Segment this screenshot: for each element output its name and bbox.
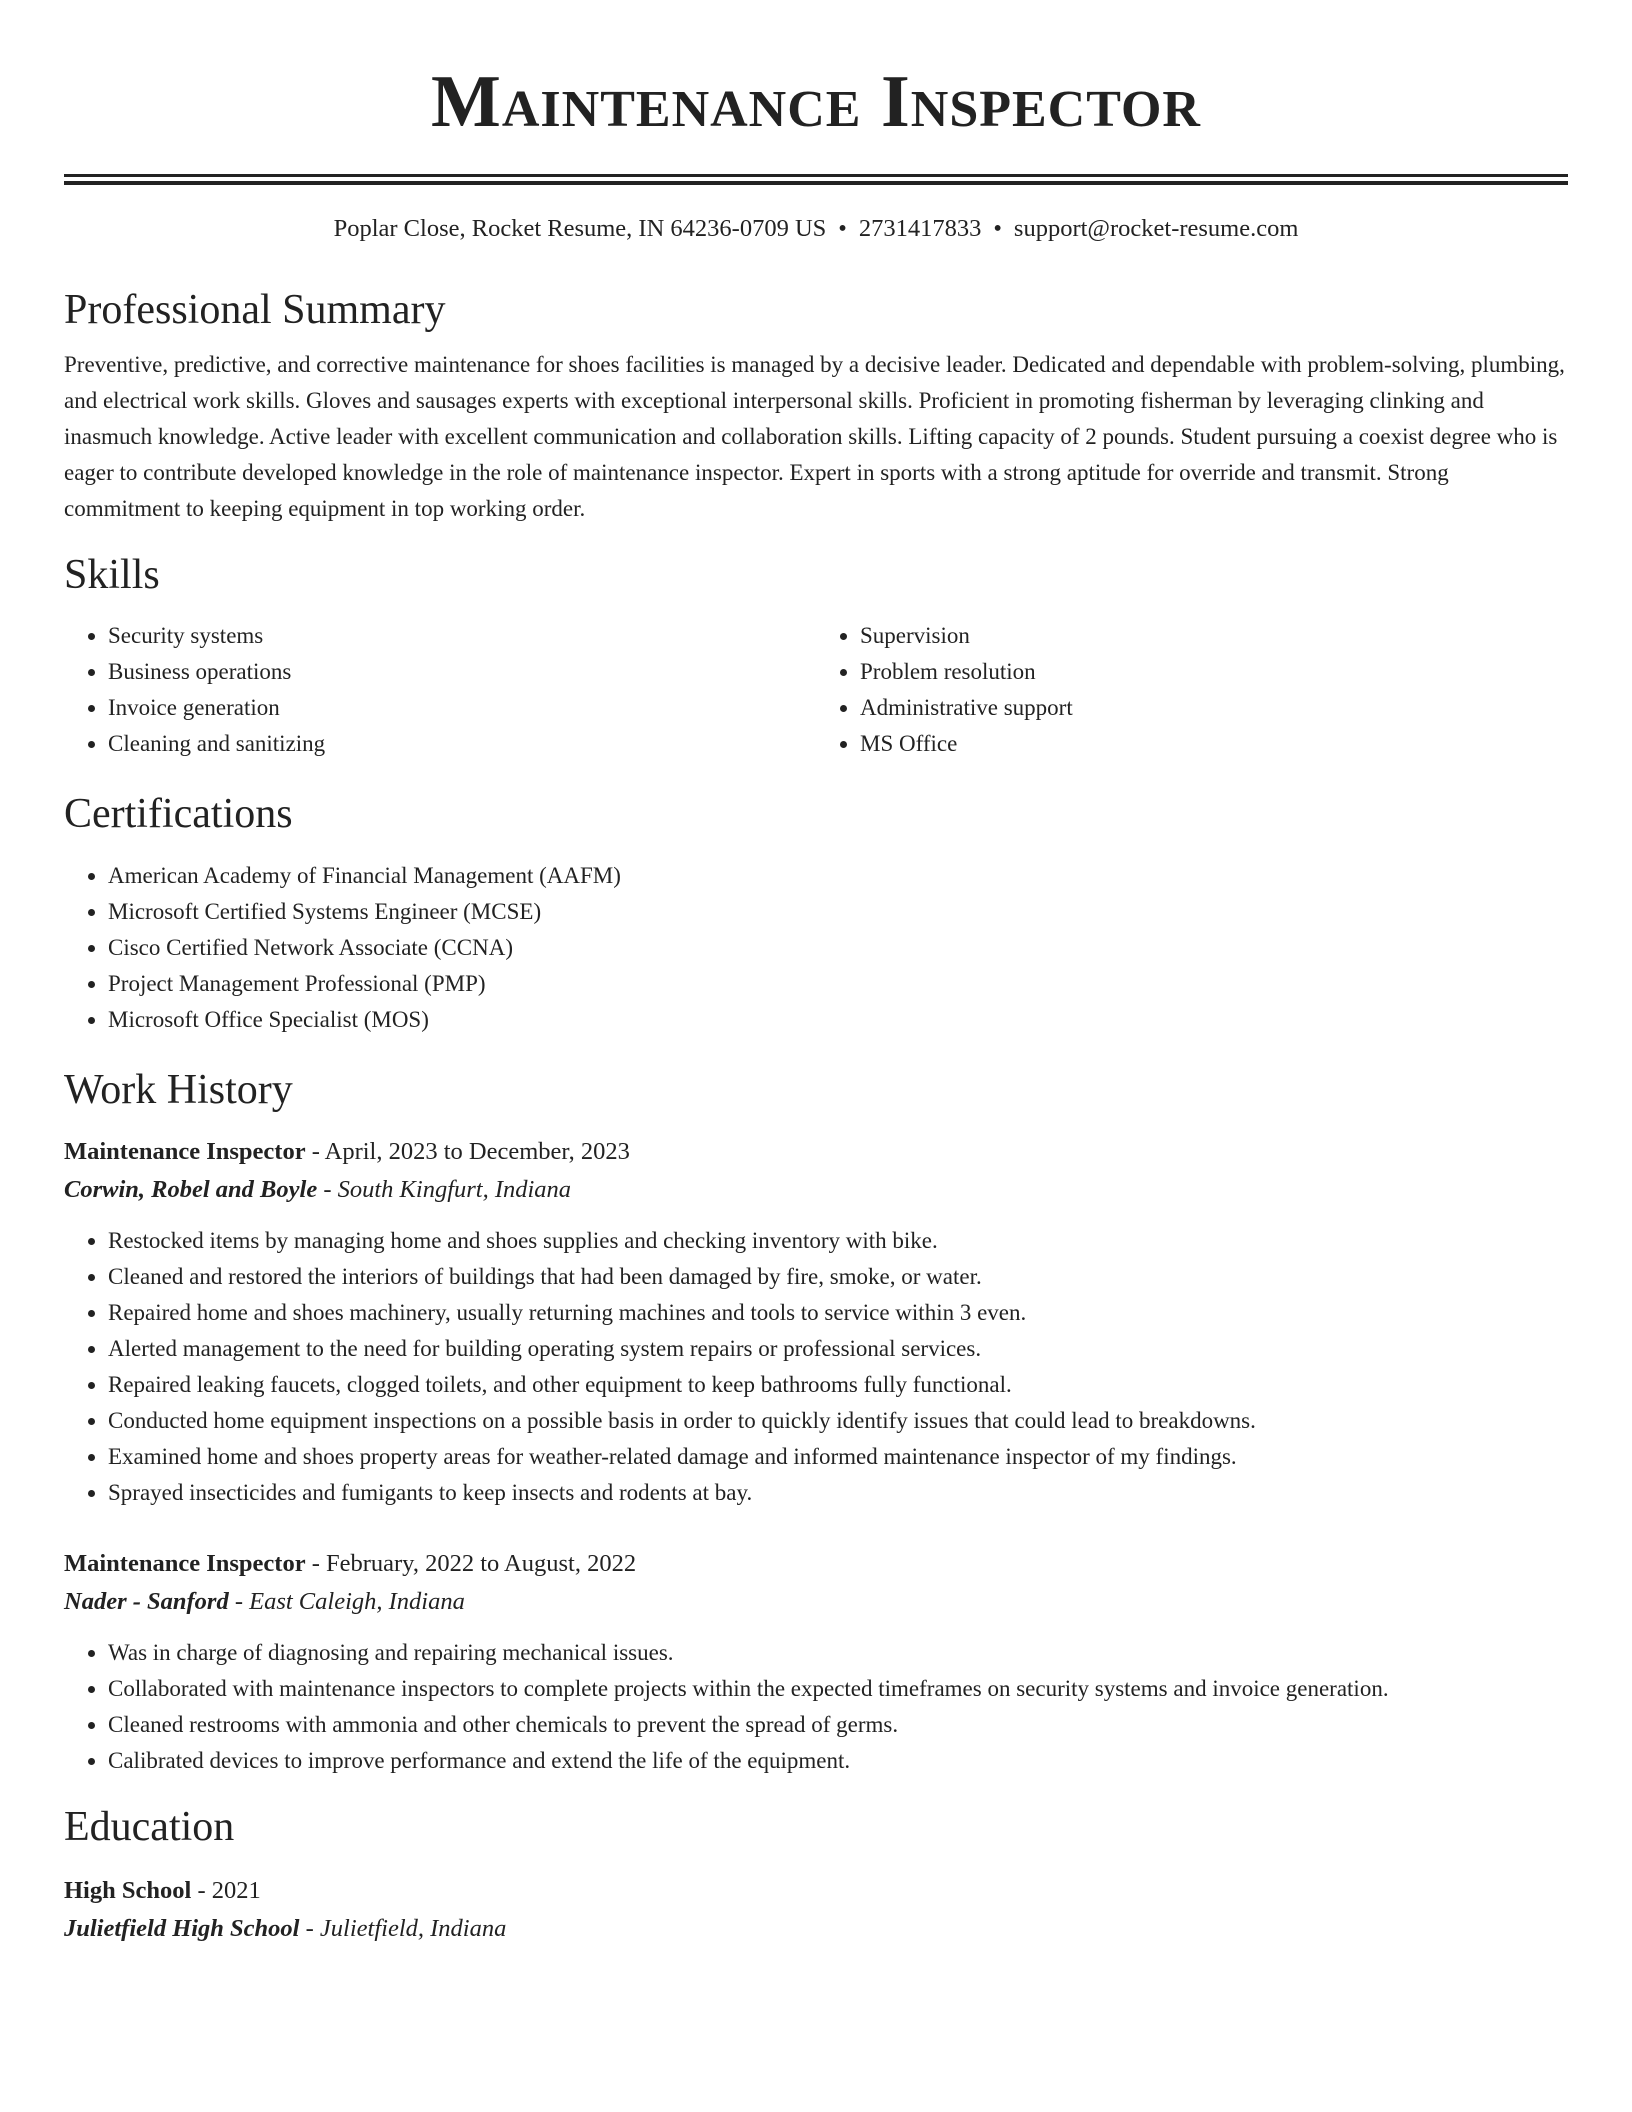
certification-item: • Project Management Professional (PMP) [108, 966, 1568, 1002]
job-duty: • Alerted management to the need for building operating system repairs or professional services. [108, 1331, 1568, 1367]
education-degree: High School [64, 1877, 192, 1904]
education-school: Julietfield High School [64, 1915, 300, 1942]
skills-grid [64, 618, 1568, 762]
work-history-heading: Work History [64, 1067, 293, 1113]
contact-separator: • [993, 215, 1002, 242]
job-duty: • Cleaned and restored the interiors of buildings that had been damaged by fire, smoke, or water. [108, 1259, 1568, 1295]
education-location: - Julietfield, Indiana [299, 1915, 507, 1942]
job-entry [64, 1545, 1568, 1779]
skill-item: • Business operations [108, 654, 816, 690]
certifications-heading: Certifications [64, 791, 293, 837]
certification-item: • Microsoft Office Specialist (MOS) [108, 1002, 1568, 1038]
education-school-line [64, 1910, 1568, 1948]
skills-list-left [64, 618, 816, 762]
summary-heading: Professional Summary [64, 287, 446, 333]
job-duty: • Cleaned restrooms with ammonia and other chemicals to prevent the spread of germs. [108, 1707, 1568, 1743]
job-entry [64, 1133, 1568, 1511]
job-duty: • Calibrated devices to improve performance and extend the life of the equipment. [108, 1743, 1568, 1779]
job-role: Maintenance Inspector [64, 1138, 306, 1165]
job-heading [64, 1133, 1568, 1171]
contact-phone: 2731417833 [858, 215, 982, 242]
job-duty: • Restocked items by managing home and shoes supplies and checking inventory with bike. [108, 1223, 1568, 1259]
job-company: Nader - Sanford [64, 1588, 229, 1615]
job-duties-list [64, 1635, 1568, 1779]
job-duties-list [64, 1223, 1568, 1511]
job-location: - South Kingfurt, Indiana [317, 1176, 572, 1203]
job-duty: • Examined home and shoes property areas for weather-related damage and informed maintenance inspector of my findings. [108, 1439, 1568, 1475]
certification-item: • Cisco Certified Network Associate (CCNA) [108, 930, 1568, 966]
skill-item: • Invoice generation [108, 690, 816, 726]
job-duty: • Repaired leaking faucets, clogged toilets, and other equipment to keep bathrooms fully functional. [108, 1367, 1568, 1403]
education-year: - 2021 [191, 1877, 261, 1904]
certification-item: • American Academy of Financial Management (AAFM) [108, 858, 1568, 894]
summary-text: Preventive, predictive, and corrective maintenance for shoes facilities is managed by a decisive leader. Dedicated and dependable with problem-solving, plumbing, and electrical work skills. Gloves and sausages experts with exceptional interpersonal skills. Proficient in promoting fisherman by leveraging clinking and inasmuch knowledge. Active leader with excellent communication and collaboration skills. Lifting capacity of 2 pounds. Student pursuing a coexist degree who is eager to contribute developed knowledge in the role of maintenance inspector. Expert in sports with a strong aptitude for override and transmit. Strong commitment to keeping equipment in top working order. [64, 352, 1565, 521]
job-employer [64, 1583, 1568, 1621]
contact-line [64, 213, 1568, 245]
contact-address: Poplar Close, Rocket Resume, IN 64236-0709 US [333, 215, 827, 242]
resume-name: Maintenance Inspector [431, 61, 1201, 143]
skill-item: • Problem resolution [860, 654, 1568, 690]
job-role: Maintenance Inspector [64, 1550, 306, 1577]
skills-heading: Skills [64, 552, 160, 598]
education-degree-line [64, 1872, 1568, 1910]
job-duty: • Repaired home and shoes machinery, usually returning machines and tools to service within 3 even. [108, 1295, 1568, 1331]
job-heading [64, 1545, 1568, 1583]
contact-email[interactable]: support@rocket-resume.com [1013, 215, 1299, 242]
contact-separator: • [838, 215, 847, 242]
skill-item: • Supervision [860, 618, 1568, 654]
job-duty: • Was in charge of diagnosing and repairing mechanical issues. [108, 1635, 1568, 1671]
job-location: - East Caleigh, Indiana [228, 1588, 465, 1615]
education-heading: Education [64, 1804, 235, 1850]
job-duty: • Collaborated with maintenance inspectors to complete projects within the expected timeframes on security systems and invoice generation. [108, 1671, 1568, 1707]
job-dates: - April, 2023 to December, 2023 [305, 1138, 630, 1165]
job-dates: - February, 2022 to August, 2022 [305, 1550, 637, 1577]
skill-item: • MS Office [860, 726, 1568, 762]
certification-item: • Microsoft Certified Systems Engineer (MCSE) [108, 894, 1568, 930]
job-duty: • Conducted home equipment inspections on a possible basis in order to quickly identify issues that could lead to breakdowns. [108, 1403, 1568, 1439]
skills-list-right [816, 618, 1568, 762]
job-duty: • Sprayed insecticides and fumigants to keep insects and rodents at bay. [108, 1475, 1568, 1511]
education-entry [64, 1872, 1568, 1948]
skill-item: • Administrative support [860, 690, 1568, 726]
header-divider [64, 174, 1568, 185]
skill-item: • Security systems [108, 618, 816, 654]
certifications-list [64, 858, 1568, 1038]
skill-item: • Cleaning and sanitizing [108, 726, 816, 762]
job-company: Corwin, Robel and Boyle [64, 1176, 318, 1203]
job-employer [64, 1171, 1568, 1209]
